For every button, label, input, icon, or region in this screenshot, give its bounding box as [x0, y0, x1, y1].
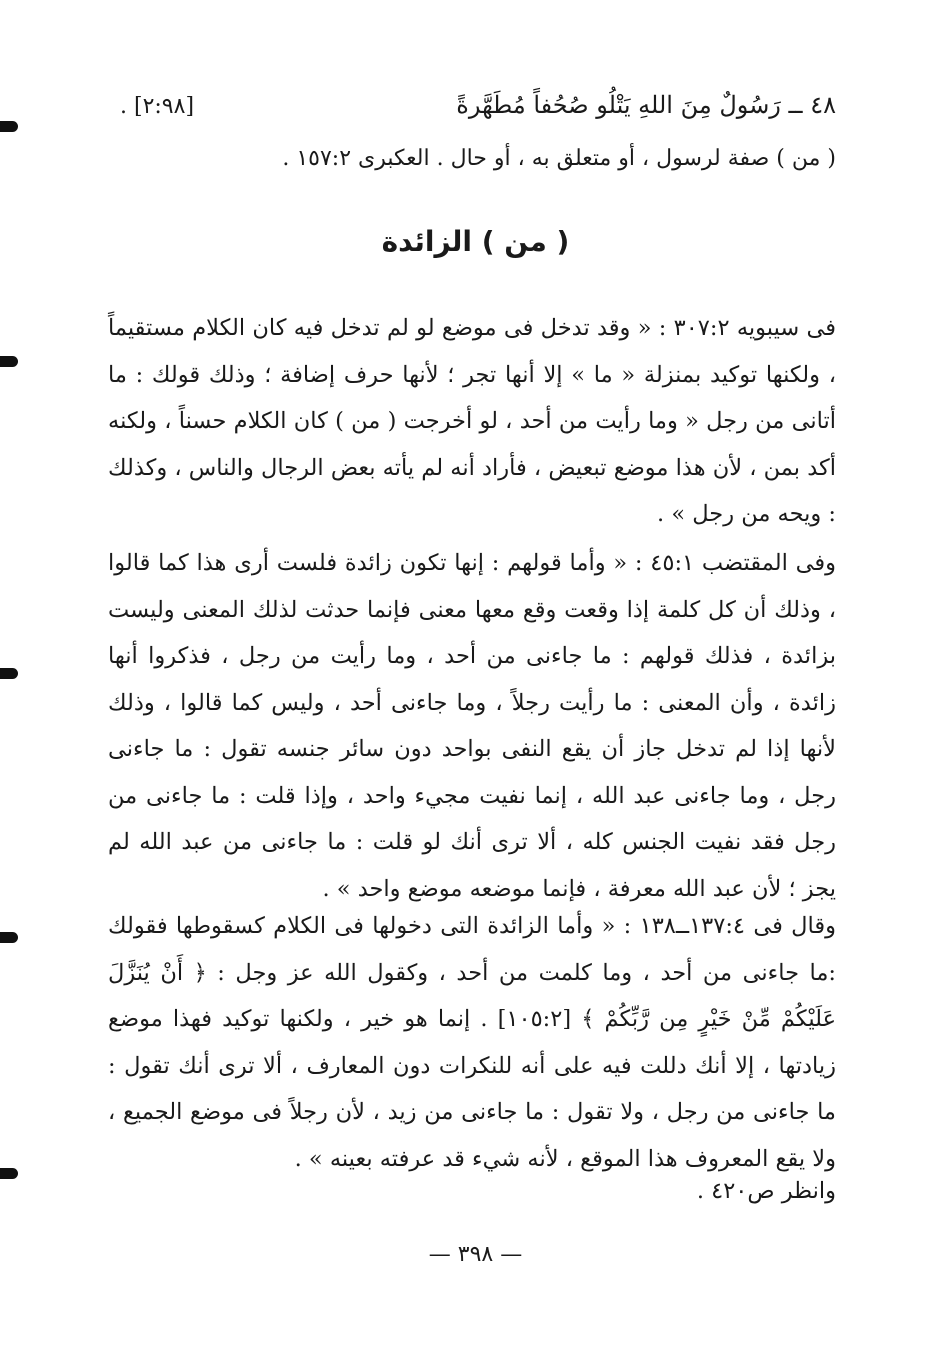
binding-mark	[0, 121, 18, 132]
see-also-reference: وانظر ص٤٢٠ .	[696, 1178, 836, 1204]
binding-mark	[0, 668, 18, 679]
binding-mark	[0, 356, 18, 367]
verse-entry	[120, 88, 836, 124]
verse-text: ٤٨ ــ رَسُولٌ مِنَ اللهِ يَتْلُو صُحُفاً مُطَهَّرةً	[456, 91, 836, 119]
paragraph-sibawayh: فى سيبويه ٣٠٧:٢ : « وقد تدخل فى موضع لو لم تدخل فيه كان الكلام مستقيماً ، ولكنها توكيد بمنزلة « ما » إلا أنها تجر ؛ لأنها حرف إضافة ؛ وذلك قولك : ما أتانى من رجل « وما رأيت من أحد ، لو أخرجت ( من ) كان الكلام حسناً ، ولكنه أكد بمن ، لأن هذا موضع تبعيض ، فأراد أنه لم يأته بعض الرجال والناس ، وكذلك : ويحه من رجل » .	[108, 315, 837, 527]
binding-mark	[0, 1168, 18, 1179]
binding-mark	[0, 932, 18, 943]
page-number: — ٣٩٨ —	[428, 1242, 523, 1267]
verse-note: ( من ) صفة لرسول ، أو متعلق به ، أو حال . العكبرى ١٥٧:٢ .	[282, 146, 836, 171]
paragraph-muqtadab-cont: وقال فى ١٣٧:٤ــ١٣٨ : « وأما الزائدة التى دخولها فى الكلام كسقوطها فقولك :ما جاءنى من أحد ، وما كلمت من أحد ، وكقول الله عز وجل : ﴿ أَنْ يُنَزَّلَ عَلَيْكُمْ مِّنْ خَيْرٍ مِن رَّبِّكُمْ ﴾ [١٠٥:٢] . إنما هو خير ، ولكنها توكيد فهذا موضع زيادتها ، إلا أنك دللت فيه على أنه للنكرات دون المعارف ، ألا ترى أنك تقول : ما جاءنى من رجل ، ولا تقول : ما جاءنى من زيد ، لأن رجلاً فى موضع الجميع ، ولا يقع المعروف هذا الموقع ، لأنه شيء قد عرفته بعينه » .	[108, 913, 836, 1172]
verse-reference: [٢:٩٨] .	[120, 94, 195, 119]
section-heading: ( من ) الزائدة	[381, 225, 570, 258]
paragraph-muqtadab: وفى المقتضب ٤٥:١ : « وأما قولهم : إنها تكون زائدة فلست أرى هذا كما قالوا ، وذلك أن كل كلمة إذا وقعت وقع معها معنى فإنما حدثت لذلك المعنى وليست بزائدة ، فذلك قولهم : ما جاءنى من أحد ، وما رأيت من رجل ، فذكروا أنها زائدة ، وأن المعنى : ما رأيت رجلاً ، وما جاءنى أحد ، وليس كما قالوا ، وذلك لأنها إذا لم تدخل جاز أن يقع النفى بواحد دون سائر جنسه تقول : ما جاءنى رجل ، وما جاءنى عبد الله ، إنما نفيت مجيء واحد ، وإذا قلت : ما جاءنى من رجل فقد نفيت الجنس كله ، ألا ترى أنك لو قلت : ما جاءنى من عبد الله لم يجز ؛ لأن عبد الله معرفة ، فإنما موضعه موضع واحد » .	[108, 550, 836, 902]
